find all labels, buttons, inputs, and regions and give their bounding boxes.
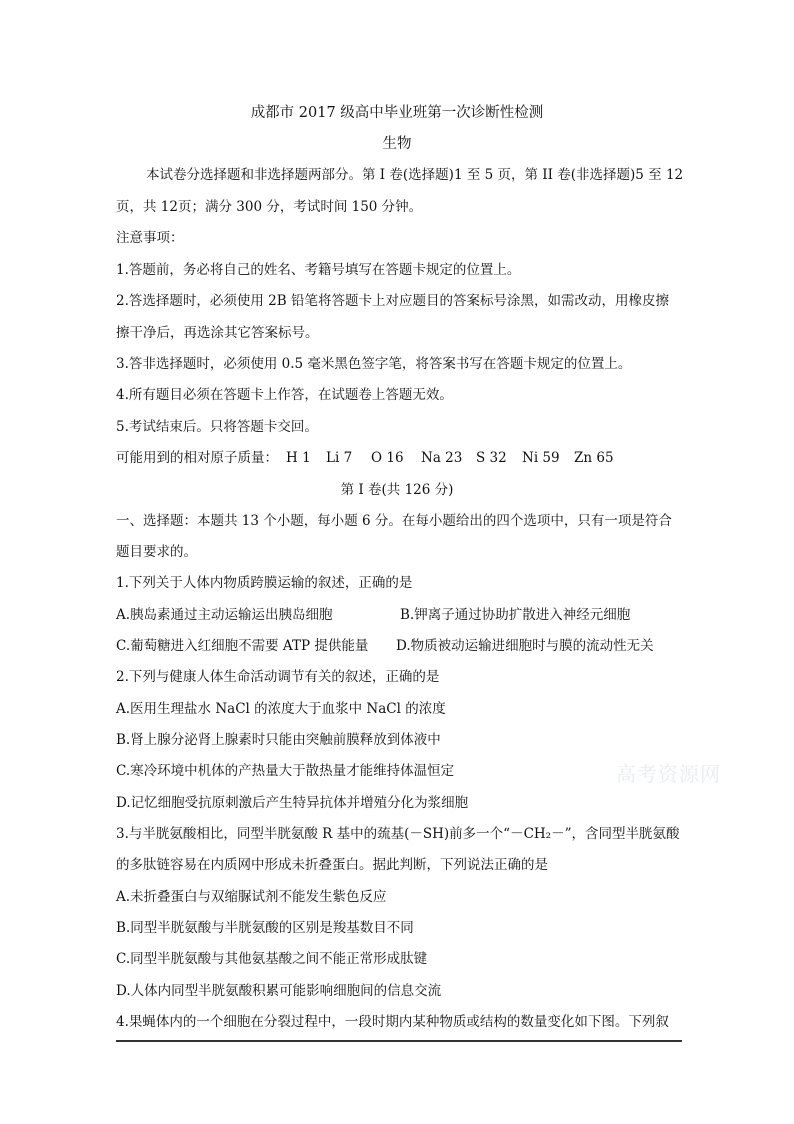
intro-line-2: 页，共 12页；满分 300 分，考试时间 150 分钟。: [116, 199, 423, 215]
q2-stem: 2.下列与健康人体生命活动调节有关的叙述，正确的是: [116, 669, 440, 685]
q1-options-row-2: [116, 637, 654, 655]
q2-option-b: B.肾上腺分泌肾上腺素时只能由突触前膜释放到体液中: [116, 732, 441, 748]
notice-item: 擦干净后，再选涂其它答案标号。: [116, 325, 319, 341]
notice-item: 2.答选择题时，必须使用 2B 铅笔将答题卡上对应题目的答案标号涂黑，如需改动，用橡皮擦: [116, 293, 669, 309]
q2-option-a: A.医用生理盐水 NaCl 的浓度大于血浆中 NaCl 的浓度: [116, 701, 446, 717]
exam-title: 成都市 2017 级高中毕业班第一次诊断性检测: [250, 105, 544, 121]
q3-stem: 3.与半胱氨酸相比，同型半胱氨酸 R 基中的巯基(－SH)前多一个“－CH₂－”，含同型半胱氨酸: [116, 826, 680, 842]
notice-item: 1.答题前，务必将自己的姓名、考籍号填写在答题卡规定的位置上。: [116, 262, 521, 278]
q1-option-d: D.物质被动运输进细胞时与膜的流动性无关: [396, 638, 654, 654]
section1-instructions: 一、选择题：本题共 13 个小题，每小题 6 分。在每小题给出的四个选项中，只有一项是符合: [116, 513, 672, 529]
q3-option-d: D.人体内同型半胱氨酸积累可能影响细胞间的信息交流: [116, 983, 442, 999]
q3-option-c: C.同型半胱氨酸与其他氨基酸之间不能正常形成肽键: [116, 951, 428, 967]
q1-options-row-1: [116, 606, 631, 624]
notice-item: 3.答非选择题时，必须使用 0.5 毫米黑色签字笔，将答案书写在答题卡规定的位置上。: [116, 356, 632, 372]
atomic-mass-item: Na 23: [421, 450, 463, 466]
watermark: 高考资源网: [616, 762, 721, 786]
atomic-mass-item: Zn 65: [574, 450, 614, 466]
page-bottom-rule: [116, 1040, 682, 1042]
intro-line-1: 本试卷分选择题和非选择题两部分。第 I 卷(选择题)1 至 5 页，第 II 卷(非选择题)5 至 12: [146, 167, 684, 183]
q2-option-d: D.记忆细胞受抗原刺激后产生特异抗体并增殖分化为浆细胞: [116, 795, 469, 811]
notice-heading: 注意事项：: [116, 230, 184, 246]
part1-heading: 第 I 卷(共 126 分): [340, 482, 454, 498]
notice-item: 4.所有题目必须在答题卡上作答，在试题卷上答题无效。: [116, 387, 453, 403]
atomic-mass-item: S 32: [476, 450, 507, 466]
q3-stem-cont: 的多肽链容易在内质网中形成未折叠蛋白。据此判断，下列说法正确的是: [116, 857, 548, 873]
q1-option-c: C.葡萄糖进入红细胞不需要 ATP 提供能量: [116, 638, 369, 654]
q3-option-a: A.未折叠蛋白与双缩脲试剂不能发生紫色反应: [116, 889, 387, 905]
atomic-mass-label: 可能用到的相对原子质量：: [116, 450, 278, 466]
atomic-mass-item: H 1: [286, 450, 311, 466]
q4-stem: 4.果蝇体内的一个细胞在分裂过程中，一段时期内某种物质或结构的数量变化如下图。下列叙: [116, 1014, 669, 1030]
q3-option-b: B.同型半胱氨酸与半胱氨酸的区别是羧基数目不同: [116, 920, 414, 936]
q1-option-a: A.胰岛素通过主动运输运出胰岛细胞: [116, 607, 333, 623]
q2-option-c: C.寒冷环境中机体的产热量大于散热量才能维持体温恒定: [116, 763, 455, 779]
atomic-mass-item: Ni 59: [522, 450, 560, 466]
section1-instructions-cont: 题目要求的。: [116, 544, 197, 560]
atomic-mass-item: Li 7: [326, 450, 353, 466]
subject-title: 生物: [382, 136, 412, 152]
atomic-mass-item: O 16: [371, 450, 404, 466]
notice-item: 5.考试结束后。只将答题卡交回。: [116, 419, 318, 435]
q1-stem: 1.下列关于人体内物质跨膜运输的叙述，正确的是: [116, 575, 413, 591]
q1-option-b: B.钾离子通过协助扩散进入神经元细胞: [400, 607, 631, 623]
atomic-mass-line: [116, 449, 614, 467]
